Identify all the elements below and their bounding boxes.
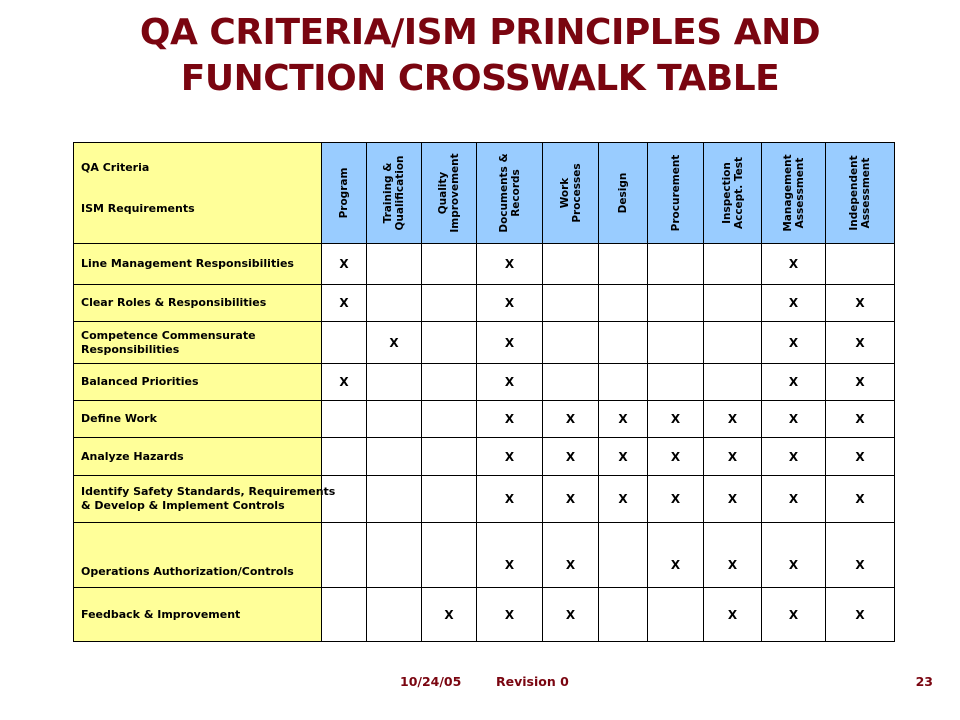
cell-mark bbox=[648, 285, 704, 322]
cell-mark: X bbox=[826, 523, 895, 588]
cell-mark bbox=[422, 322, 477, 364]
column-header bbox=[477, 143, 543, 244]
cell-mark bbox=[543, 285, 599, 322]
cell-mark bbox=[599, 523, 648, 588]
cell-mark: X bbox=[704, 476, 762, 523]
row-label: Identify Safety Standards, Requirements & Develop & Implement Controls bbox=[74, 476, 322, 523]
page-title bbox=[0, 10, 960, 102]
cell-mark: X bbox=[826, 364, 895, 401]
cell-mark: X bbox=[477, 476, 543, 523]
cell-mark bbox=[322, 322, 367, 364]
column-header-label: Documents & Records bbox=[497, 153, 522, 233]
table-row bbox=[74, 588, 895, 642]
footer-page-number: 23 bbox=[915, 674, 933, 689]
cell-mark bbox=[599, 322, 648, 364]
row-label: Clear Roles & Responsibilities bbox=[74, 285, 322, 322]
cell-mark bbox=[599, 285, 648, 322]
cell-mark: X bbox=[648, 401, 704, 438]
cell-mark bbox=[704, 322, 762, 364]
table-row bbox=[74, 476, 895, 523]
cell-mark: X bbox=[826, 438, 895, 476]
table-row bbox=[74, 523, 895, 588]
cell-mark bbox=[367, 523, 422, 588]
cell-mark bbox=[322, 438, 367, 476]
column-header bbox=[826, 143, 895, 244]
cell-mark: X bbox=[826, 588, 895, 642]
cell-mark: X bbox=[762, 588, 826, 642]
cell-mark: X bbox=[762, 476, 826, 523]
cell-mark: X bbox=[762, 244, 826, 285]
header-corner-cell bbox=[74, 143, 322, 244]
row-label: Line Management Responsibilities bbox=[74, 244, 322, 285]
table-row bbox=[74, 401, 895, 438]
cell-mark bbox=[422, 401, 477, 438]
cell-mark bbox=[422, 523, 477, 588]
cell-mark bbox=[322, 588, 367, 642]
cell-mark bbox=[422, 438, 477, 476]
column-header bbox=[704, 143, 762, 244]
column-header bbox=[762, 143, 826, 244]
cell-mark: X bbox=[322, 244, 367, 285]
cell-mark: X bbox=[826, 401, 895, 438]
cell-mark: X bbox=[704, 401, 762, 438]
cell-mark bbox=[704, 285, 762, 322]
table-row bbox=[74, 322, 895, 364]
cell-mark: X bbox=[422, 588, 477, 642]
column-header-label: Quality Improvement bbox=[437, 153, 461, 233]
cell-mark: X bbox=[367, 322, 422, 364]
column-header-label: Training & Qualification bbox=[382, 155, 406, 231]
cell-mark bbox=[648, 244, 704, 285]
cell-mark: X bbox=[648, 523, 704, 588]
cell-mark: X bbox=[704, 588, 762, 642]
cell-mark bbox=[704, 364, 762, 401]
cell-mark: X bbox=[543, 438, 599, 476]
column-header bbox=[648, 143, 704, 244]
cell-mark bbox=[543, 364, 599, 401]
footer-revision: Revision 0 bbox=[496, 674, 569, 689]
title-line-2: FUNCTION CROSSWALK TABLE bbox=[180, 58, 780, 99]
row-label: Balanced Priorities bbox=[74, 364, 322, 401]
cell-mark: X bbox=[322, 364, 367, 401]
cell-mark bbox=[543, 322, 599, 364]
column-header bbox=[422, 143, 477, 244]
cell-mark bbox=[543, 244, 599, 285]
cell-mark: X bbox=[762, 523, 826, 588]
cell-mark bbox=[322, 476, 367, 523]
cell-mark bbox=[367, 244, 422, 285]
cell-mark bbox=[367, 285, 422, 322]
cell-mark: X bbox=[648, 476, 704, 523]
cell-mark: X bbox=[704, 523, 762, 588]
cell-mark bbox=[648, 364, 704, 401]
cell-mark: X bbox=[543, 588, 599, 642]
cell-mark: X bbox=[322, 285, 367, 322]
row-label: Competence Commensurate Responsibilities bbox=[74, 322, 322, 364]
cell-mark: X bbox=[826, 322, 895, 364]
column-header-label: Independent Assessment bbox=[848, 155, 872, 231]
cell-mark bbox=[826, 244, 895, 285]
column-header-label: Inspection Accept. Test bbox=[720, 156, 745, 230]
ism-requirements-label: ISM Requirements bbox=[81, 202, 195, 215]
title-line-1: QA CRITERIA/ISM PRINCIPLES AND bbox=[139, 12, 821, 53]
cell-mark: X bbox=[704, 438, 762, 476]
cell-mark bbox=[648, 588, 704, 642]
column-header-label: Management Assessment bbox=[781, 154, 806, 232]
footer-date: 10/24/05 bbox=[400, 674, 462, 689]
column-header bbox=[543, 143, 599, 244]
cell-mark: X bbox=[543, 523, 599, 588]
cell-mark: X bbox=[599, 401, 648, 438]
cell-mark: X bbox=[543, 476, 599, 523]
cell-mark: X bbox=[477, 285, 543, 322]
cell-mark: X bbox=[477, 364, 543, 401]
cell-mark bbox=[322, 401, 367, 438]
cell-mark bbox=[367, 401, 422, 438]
cell-mark bbox=[422, 364, 477, 401]
cell-mark: X bbox=[477, 244, 543, 285]
cell-mark: X bbox=[762, 438, 826, 476]
header-row bbox=[74, 143, 895, 244]
column-header bbox=[367, 143, 422, 244]
row-label: Analyze Hazards bbox=[74, 438, 322, 476]
cell-mark bbox=[599, 364, 648, 401]
cell-mark: X bbox=[826, 285, 895, 322]
table-row bbox=[74, 285, 895, 322]
cell-mark: X bbox=[477, 438, 543, 476]
table-row bbox=[74, 364, 895, 401]
cell-mark: X bbox=[477, 322, 543, 364]
cell-mark: X bbox=[762, 401, 826, 438]
cell-mark bbox=[422, 476, 477, 523]
cell-mark bbox=[648, 322, 704, 364]
cell-mark: X bbox=[477, 401, 543, 438]
column-header bbox=[599, 143, 648, 244]
cell-mark: X bbox=[543, 401, 599, 438]
cell-mark: X bbox=[762, 285, 826, 322]
cell-mark bbox=[599, 588, 648, 642]
cell-mark: X bbox=[599, 438, 648, 476]
cell-mark: X bbox=[477, 588, 543, 642]
cell-mark: X bbox=[762, 322, 826, 364]
column-header-label: Design bbox=[617, 172, 629, 214]
cell-mark bbox=[422, 285, 477, 322]
cell-mark bbox=[367, 588, 422, 642]
cell-mark: X bbox=[599, 476, 648, 523]
column-header-label: Work Processes bbox=[558, 163, 583, 223]
cell-mark: X bbox=[762, 364, 826, 401]
crosswalk-table bbox=[73, 142, 895, 642]
column-header bbox=[322, 143, 367, 244]
table-row bbox=[74, 244, 895, 285]
cell-mark bbox=[322, 523, 367, 588]
qa-criteria-label: QA Criteria bbox=[81, 161, 150, 174]
cell-mark: X bbox=[648, 438, 704, 476]
column-header-label: Procurement bbox=[669, 154, 682, 232]
row-label: Operations Authorization/Controls bbox=[74, 523, 322, 588]
column-header-label: Program bbox=[338, 167, 350, 219]
row-label: Define Work bbox=[74, 401, 322, 438]
cell-mark: X bbox=[477, 523, 543, 588]
cell-mark bbox=[599, 244, 648, 285]
table-row bbox=[74, 438, 895, 476]
cell-mark bbox=[704, 244, 762, 285]
cell-mark: X bbox=[826, 476, 895, 523]
cell-mark bbox=[367, 364, 422, 401]
cell-mark bbox=[367, 476, 422, 523]
cell-mark bbox=[422, 244, 477, 285]
cell-mark bbox=[367, 438, 422, 476]
row-label: Feedback & Improvement bbox=[74, 588, 322, 642]
